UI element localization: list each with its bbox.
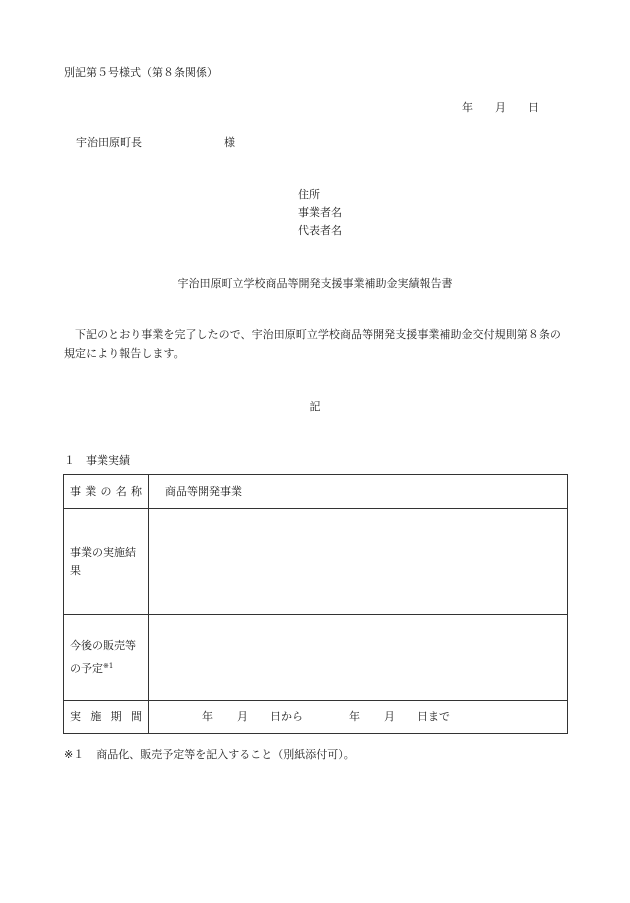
footnote bbox=[64, 746, 355, 763]
label-char: 施 bbox=[90, 710, 102, 724]
label-char: 称 bbox=[131, 484, 142, 498]
date-day: 日 bbox=[528, 101, 539, 114]
period-day-start: 日から bbox=[270, 710, 303, 724]
business-name-label: 事業者名 bbox=[298, 206, 342, 219]
date-year: 年 bbox=[462, 101, 473, 114]
label-char: 名 bbox=[115, 484, 127, 498]
period-month-end: 月 bbox=[384, 710, 395, 724]
period-year-start: 年 bbox=[202, 710, 213, 724]
period-cell[interactable] bbox=[149, 701, 568, 734]
footnote-mark: ※１ bbox=[64, 748, 85, 761]
form-number: 別記第５号様式（第８条関係） bbox=[64, 66, 218, 79]
addressee-name: 宇治田原町長 bbox=[76, 136, 142, 149]
sales-plan-header bbox=[64, 615, 149, 701]
body-text: 下記のとおり事業を完了したので、宇治田原町立学校商品等開発支援事業補助金交付規則第８条の規定により報告します。 bbox=[64, 328, 561, 360]
sales-plan-label: 今後の販売等の予定 bbox=[70, 639, 136, 675]
sales-plan-cell[interactable] bbox=[149, 615, 568, 701]
date-line bbox=[462, 99, 539, 116]
document-title: 宇治田原町立学校商品等開発支援事業補助金実績報告書 bbox=[177, 277, 453, 290]
period-header bbox=[64, 701, 149, 734]
table-row bbox=[64, 475, 568, 509]
footnote-mark: ※1 bbox=[103, 662, 114, 670]
results-table bbox=[63, 474, 568, 734]
footnote-text: 商品化、販売予定等を記入すること（別紙添付可）。 bbox=[96, 748, 355, 761]
business-name-header bbox=[64, 475, 149, 509]
addressee bbox=[76, 134, 235, 151]
label-char: の bbox=[100, 484, 112, 498]
section-number: １ bbox=[64, 454, 75, 467]
ki-heading: 記 bbox=[309, 400, 321, 413]
addressee-honorific: 様 bbox=[224, 136, 235, 149]
period-year-end: 年 bbox=[349, 710, 360, 724]
section-title: 事業実績 bbox=[86, 454, 130, 467]
label-char: 業 bbox=[85, 484, 97, 498]
table-row bbox=[64, 509, 568, 615]
table-row bbox=[64, 615, 568, 701]
label-char: 期 bbox=[110, 710, 122, 724]
date-month: 月 bbox=[495, 101, 506, 114]
result-cell[interactable] bbox=[149, 509, 568, 615]
business-name-cell[interactable]: 商品等開発事業 bbox=[149, 475, 568, 509]
address-label: 住所 bbox=[298, 188, 320, 201]
section-heading bbox=[64, 452, 130, 469]
applicant-block bbox=[298, 186, 342, 240]
label-char: 事 bbox=[70, 484, 81, 498]
period-day-end: 日まで bbox=[417, 710, 450, 724]
period-month-start: 月 bbox=[237, 710, 248, 724]
table-row bbox=[64, 701, 568, 734]
label-char: 間 bbox=[130, 710, 142, 724]
label-char: 実 bbox=[70, 710, 81, 724]
result-header: 事業の実施結果 bbox=[64, 509, 149, 615]
representative-label: 代表者名 bbox=[298, 224, 342, 237]
